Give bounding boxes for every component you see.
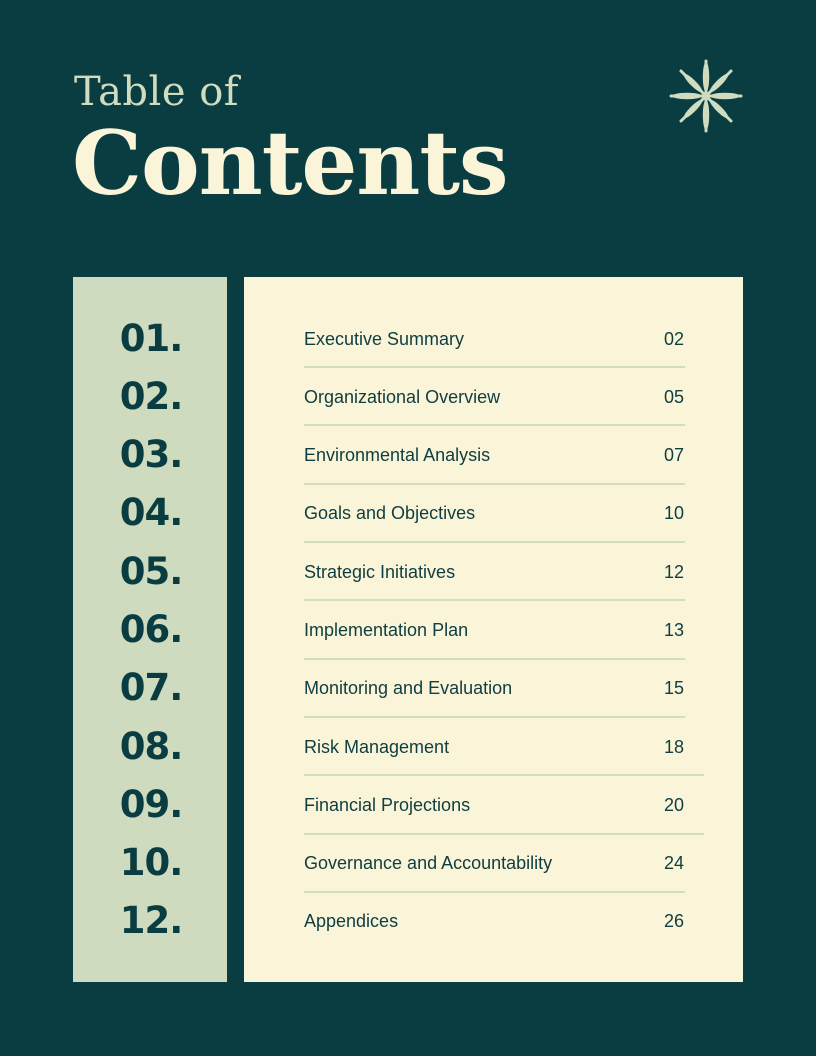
asterisk-star-icon [667,57,745,135]
toc-entry[interactable] [304,659,684,717]
toc-entry[interactable] [304,484,684,542]
toc-entry-page: 20 [663,795,684,815]
toc-entry[interactable] [304,834,684,892]
toc-entry-label: Risk Management [304,737,450,757]
title-line-2: Contents [72,111,508,215]
toc-number: 09. [119,783,183,826]
toc-number: 10. [119,841,183,884]
toc-entry-label: Goals and Objectives [304,503,476,523]
toc-entry-page: 24 [663,853,684,873]
toc-entry[interactable] [304,543,684,601]
toc-entry-page: 10 [663,503,684,523]
toc-number: 06. [119,608,183,651]
toc-entry-label: Appendices [304,911,399,931]
toc-entry[interactable] [304,892,684,950]
toc-entry-page: 13 [663,620,684,640]
toc-entry-label: Monitoring and Evaluation [304,678,513,698]
toc-entry[interactable] [304,601,684,659]
toc-number: 05. [119,550,183,593]
toc-number: 04. [119,491,183,534]
toc-entry-label: Organizational Overview [304,387,501,407]
toc-entry-label: Financial Projections [304,795,471,815]
toc-entry-label: Governance and Accountability [304,853,553,873]
toc-entry-label: Strategic Initiatives [304,562,456,582]
toc-entry[interactable] [304,310,684,368]
toc-entry-label: Environmental Analysis [304,445,491,465]
toc-entry-page: 12 [663,562,684,582]
toc-entry-page: 18 [663,737,684,757]
toc-entry-page: 02 [663,329,684,349]
toc-entry[interactable] [304,718,684,776]
toc-entry-page: 15 [663,678,684,698]
toc-number: 12. [119,899,183,942]
toc-entry-page: 05 [663,387,684,407]
toc-entry[interactable] [304,368,684,426]
toc-number: 02. [119,375,183,418]
toc-entry-label: Implementation Plan [304,620,469,640]
toc-number: 03. [119,433,183,476]
toc-entry-page: 26 [663,911,684,931]
toc-entry-page: 07 [663,445,684,465]
toc-entry[interactable] [304,776,684,834]
title-line-1: Table of [74,69,240,115]
toc-number: 08. [119,725,183,768]
toc-number: 07. [119,666,183,709]
toc-list-panel [244,277,743,982]
toc-entry[interactable] [304,426,684,484]
toc-number: 01. [119,317,183,360]
number-column [73,277,227,982]
toc-entry-label: Executive Summary [304,329,465,349]
